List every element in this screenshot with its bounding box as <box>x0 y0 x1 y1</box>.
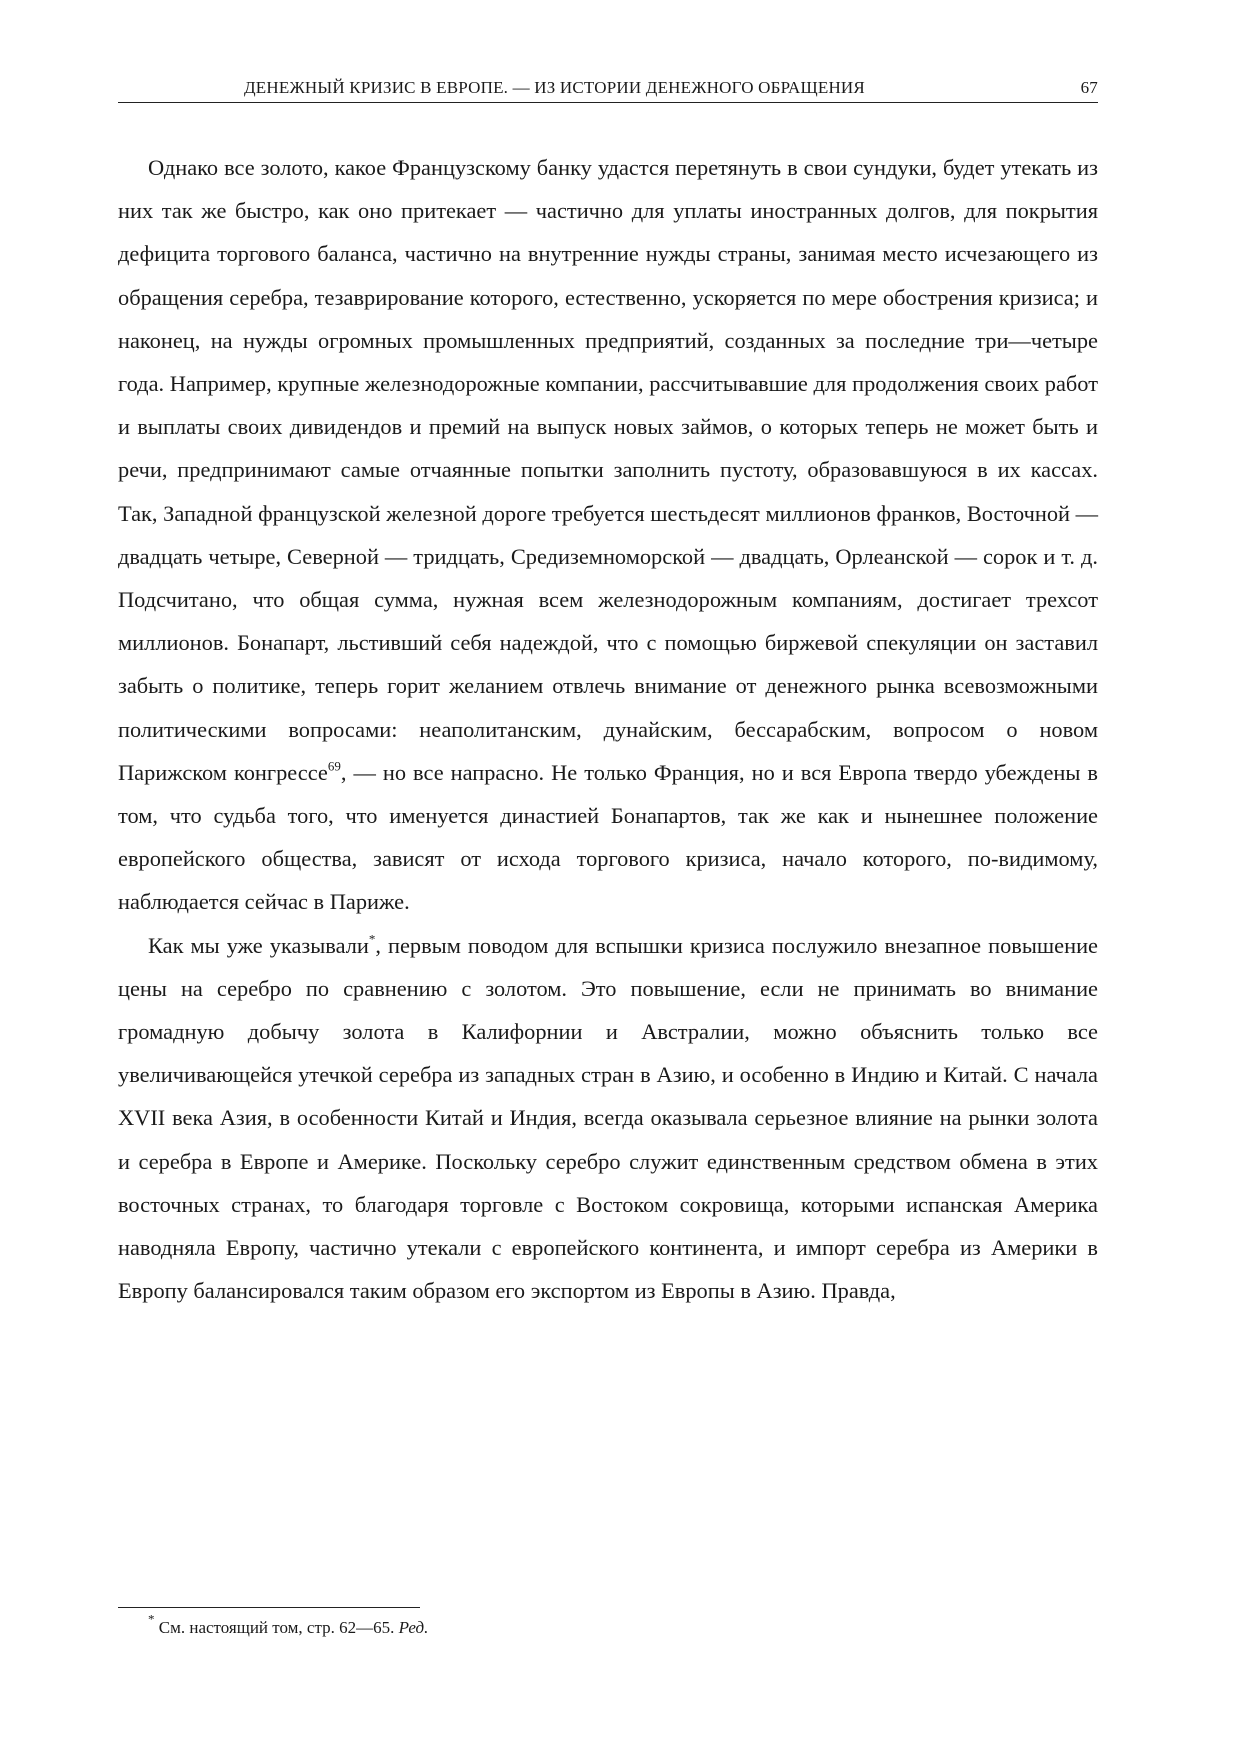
note-reference-69[interactable]: 69 <box>327 758 341 774</box>
paragraph-1-text-cont: , — но все напрасно. Не только Франция, но и вся Европа твердо убеждены в том, что судьба того, что именуется династией Бонапартов, так же как и нынешнее положение европейского общества, зависят от исхода торгового кризиса, начало которого, по-видимому, наблюдается сейчас в Париже. <box>118 759 1098 915</box>
running-head <box>118 72 1098 103</box>
footnote-text: См. настоящий том, стр. 62—65. <box>154 1618 399 1637</box>
paragraph-2 <box>118 924 1098 1313</box>
paragraph-2-text: Как мы уже указывали <box>148 932 369 958</box>
paragraph-2-text-cont: , первым поводом для вспышки кризиса послужило внезапное повышение цены на серебро по сравнению с золотом. Это повышение, если не принимать во внимание громадную добычу золота в Калифорнии и Австралии, можно объяснить только все увеличивающейся утечкой серебра из западных стран в Азию, и особенно в Индию и Китай. С начала XVII века Азия, в особенности Китай и Индия, всегда оказывала серьезное влияние на рынки золота и серебра в Европе и Америке. Поскольку серебро служит единственным средством обмена в этих восточных странах, то благодаря торговле с Востоком сокровища, которыми испанская Америка наводняла Европу, частично утекали с европейского континента, и импорт серебра из Америки в Европу балансировался таким образом его экспортом из Европы в Азию. Правда, <box>118 932 1098 1304</box>
footnote-reference-asterisk[interactable]: * <box>368 930 376 946</box>
paragraph-1 <box>118 146 1098 924</box>
paragraph-1-text: Однако все золото, какое Французскому банку удастся перетянуть в свои сундуки, будет утекать из них так же быстро, как оно притекает — частично для уплаты иностранных долгов, для покрытия дефицита торгового баланса, частично на внутренние нужды страны, занимая место исчезающего из обращения серебра, тезаврирование которого, естественно, ускоряется по мере обострения кризиса; и наконец, на нужды огромных промышленных предприятий, созданных за последние три—четыре года. Например, крупные железнодорожные компании, рассчитывавшие для продолжения своих работ и выплаты своих дивидендов и премий на выпуск новых займов, о которых теперь не может быть и речи, предпринимают самые отчаянные попытки заполнить пустоту, образовавшуюся в их кассах. Так, Западной французской железной дороге требуется шестьдесят миллионов франков, Восточной — двадцать четыре, Северной — тридцать, Средиземноморской — двадцать, Орлеанской — сорок и т. д. Подсчитано, что общая сумма, нужная всем железнодорожным компаниям, достигает трехсот миллионов. Бонапарт, льстивший себя надеждой, что с помощью биржевой спекуляции он заставил забыть о политике, теперь горит желанием отвлечь внимание от денежного рынка всевозможными политическими вопросами: неаполитанским, дунайским, бессарабским, вопросом о новом Парижском конгрессе <box>118 155 1098 785</box>
page-number: 67 <box>1080 78 1098 97</box>
footnote-divider <box>118 1607 420 1608</box>
footnote-editor-mark: Ред. <box>398 1618 429 1637</box>
running-head-title: ДЕНЕЖНЫЙ КРИЗИС В ЕВРОПЕ. — ИЗ ИСТОРИИ ДЕНЕЖНОГО ОБРАЩЕНИЯ <box>244 78 865 97</box>
footnote-marker: * <box>148 1611 155 1627</box>
body-text <box>118 146 1098 1312</box>
footnote <box>148 1611 429 1640</box>
